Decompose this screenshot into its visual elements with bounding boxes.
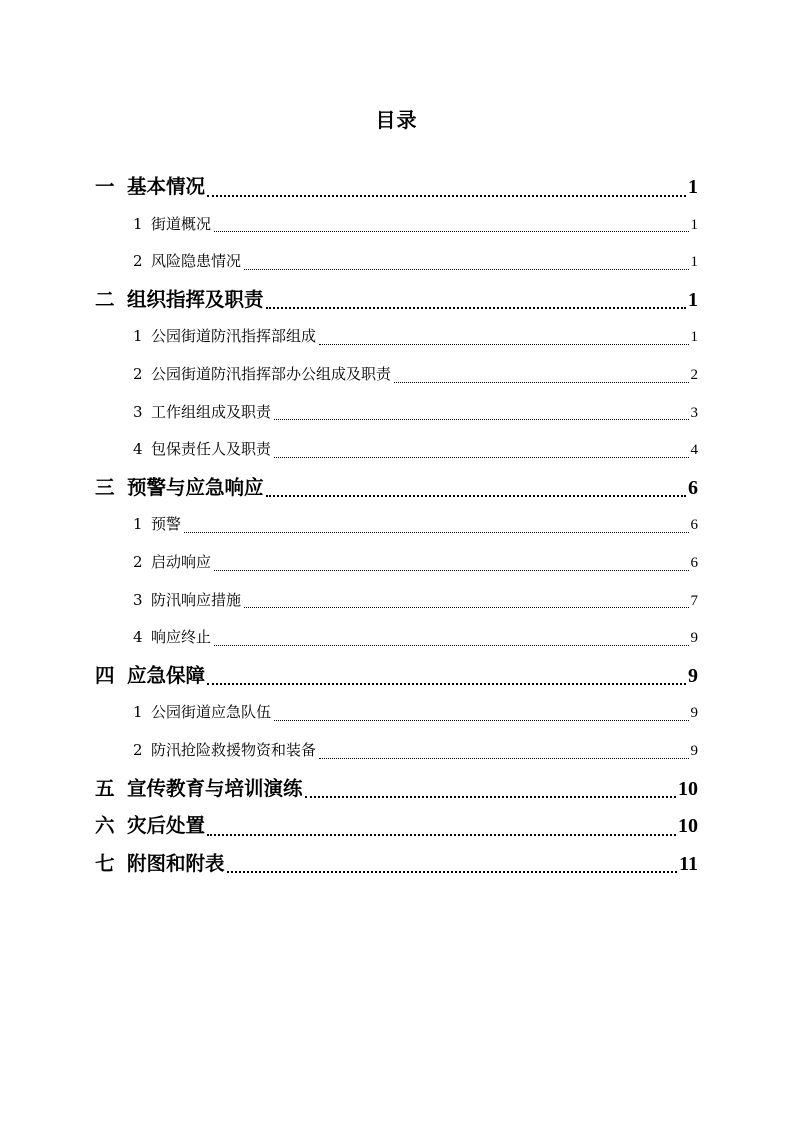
toc-entry-title: 包保责任人及职责 [151, 440, 272, 459]
toc-entry-title: 启动响应 [151, 552, 212, 571]
toc-entry-title: 预警 [151, 515, 182, 534]
toc-page-number: 10 [678, 777, 698, 800]
toc-section-entry[interactable] [95, 732, 698, 770]
toc-entry-title: 公园街道应急队伍 [151, 703, 272, 722]
toc-page-number: 9 [690, 705, 698, 722]
page-title: 目录 [375, 108, 418, 132]
toc-page-number: 9 [690, 742, 698, 759]
toc-section-entry[interactable] [95, 582, 698, 620]
toc-entry-title: 工作组组成及职责 [151, 402, 272, 421]
toc-dot-leader [207, 194, 686, 197]
toc-entry-title: 组织指挥及职责 [127, 287, 264, 311]
toc-entry-number: 六 [95, 814, 115, 838]
toc-entry-title: 防汛抢险救援物资和装备 [151, 740, 317, 759]
toc-page-number: 11 [679, 852, 698, 875]
toc-entry-number: 七 [95, 851, 115, 875]
toc-section-entry[interactable] [95, 394, 698, 432]
toc-entry-number: 一 [95, 175, 115, 198]
toc-page-number: 10 [678, 815, 698, 838]
toc-entry-number: 4 [133, 628, 143, 647]
toc-dot-leader [266, 306, 686, 309]
toc-dot-leader [207, 833, 676, 836]
toc-entry-number: 3 [133, 402, 143, 421]
toc-entry-number: 四 [95, 663, 115, 687]
toc-page-number: 6 [690, 517, 698, 534]
toc-page-number: 1 [688, 288, 698, 311]
toc-entry-number: 五 [95, 776, 115, 800]
toc-entry-title: 风险隐患情况 [151, 252, 242, 271]
toc-entry-number: 二 [95, 287, 115, 311]
toc-dot-leader [266, 494, 686, 497]
toc-entry-title: 灾后处置 [127, 814, 206, 838]
toc-chapter-entry[interactable] [95, 168, 698, 206]
toc-dot-leader [244, 606, 688, 608]
toc-section-entry[interactable] [95, 694, 698, 732]
toc-page-number: 2 [690, 366, 698, 383]
toc-section-entry[interactable] [95, 356, 698, 394]
toc-dot-leader [305, 795, 676, 798]
toc-entry-title: 响应终止 [151, 628, 212, 647]
toc-entry-number: 3 [133, 590, 143, 609]
toc-entry-title: 宣传教育与培训演练 [127, 776, 303, 800]
toc-dot-leader [244, 268, 688, 270]
toc-entry-number: 2 [133, 552, 143, 571]
toc-section-entry[interactable] [95, 506, 698, 544]
toc-chapter-entry[interactable] [95, 807, 698, 845]
toc-entry-number: 三 [95, 475, 115, 499]
toc-dot-leader [184, 531, 688, 533]
toc-page-number: 6 [690, 554, 698, 571]
toc-entry-title: 应急保障 [127, 663, 206, 687]
toc-chapter-entry[interactable] [95, 281, 698, 319]
toc-page-number: 9 [688, 664, 698, 687]
toc-dot-leader [274, 456, 688, 458]
toc-page-number: 7 [690, 592, 698, 609]
toc-entry-number: 1 [133, 515, 143, 534]
toc-chapter-entry[interactable] [95, 845, 698, 883]
toc-entry-number: 2 [133, 252, 143, 271]
toc-page-number: 3 [690, 404, 698, 421]
toc-dot-leader [319, 757, 688, 759]
toc-section-entry[interactable] [95, 206, 698, 244]
toc-page-number: 9 [690, 630, 698, 647]
toc-page-number: 1 [690, 254, 698, 271]
toc-entry-title: 街道概况 [151, 214, 212, 233]
toc-entry-number: 1 [133, 703, 143, 722]
toc-entry-title: 防汛响应措施 [151, 590, 242, 609]
toc-dot-leader [214, 230, 688, 232]
toc-dot-leader [214, 644, 688, 646]
toc-entry-title: 公园街道防汛指挥部办公组成及职责 [151, 364, 392, 383]
toc-dot-leader [319, 343, 688, 345]
toc-dot-leader [274, 418, 688, 420]
toc-section-entry[interactable] [95, 431, 698, 469]
toc-page-number: 1 [690, 329, 698, 346]
toc-dot-leader [207, 682, 686, 685]
toc-dot-leader [394, 381, 688, 383]
toc-page-number: 6 [688, 476, 698, 499]
table-of-contents [95, 168, 698, 882]
toc-chapter-entry[interactable] [95, 657, 698, 695]
toc-section-entry[interactable] [95, 619, 698, 657]
toc-chapter-entry[interactable] [95, 469, 698, 507]
toc-section-entry[interactable] [95, 544, 698, 582]
toc-chapter-entry[interactable] [95, 770, 698, 808]
toc-page-number: 1 [690, 216, 698, 233]
toc-section-entry[interactable] [95, 318, 698, 356]
toc-entry-title: 预警与应急响应 [127, 475, 264, 499]
toc-entry-number: 1 [133, 327, 143, 346]
toc-entry-number: 2 [133, 364, 143, 383]
toc-dot-leader [274, 719, 688, 721]
toc-entry-number: 1 [133, 214, 143, 233]
toc-entry-title: 附图和附表 [127, 851, 225, 875]
toc-section-entry[interactable] [95, 243, 698, 281]
toc-dot-leader [214, 569, 688, 571]
toc-entry-number: 2 [133, 740, 143, 759]
toc-entry-number: 4 [133, 440, 143, 459]
toc-entry-title: 公园街道防汛指挥部组成 [151, 327, 317, 346]
toc-page-number: 4 [690, 442, 698, 459]
toc-entry-title: 基本情况 [127, 175, 206, 198]
toc-dot-leader [227, 870, 678, 873]
toc-page-number: 1 [688, 176, 698, 198]
